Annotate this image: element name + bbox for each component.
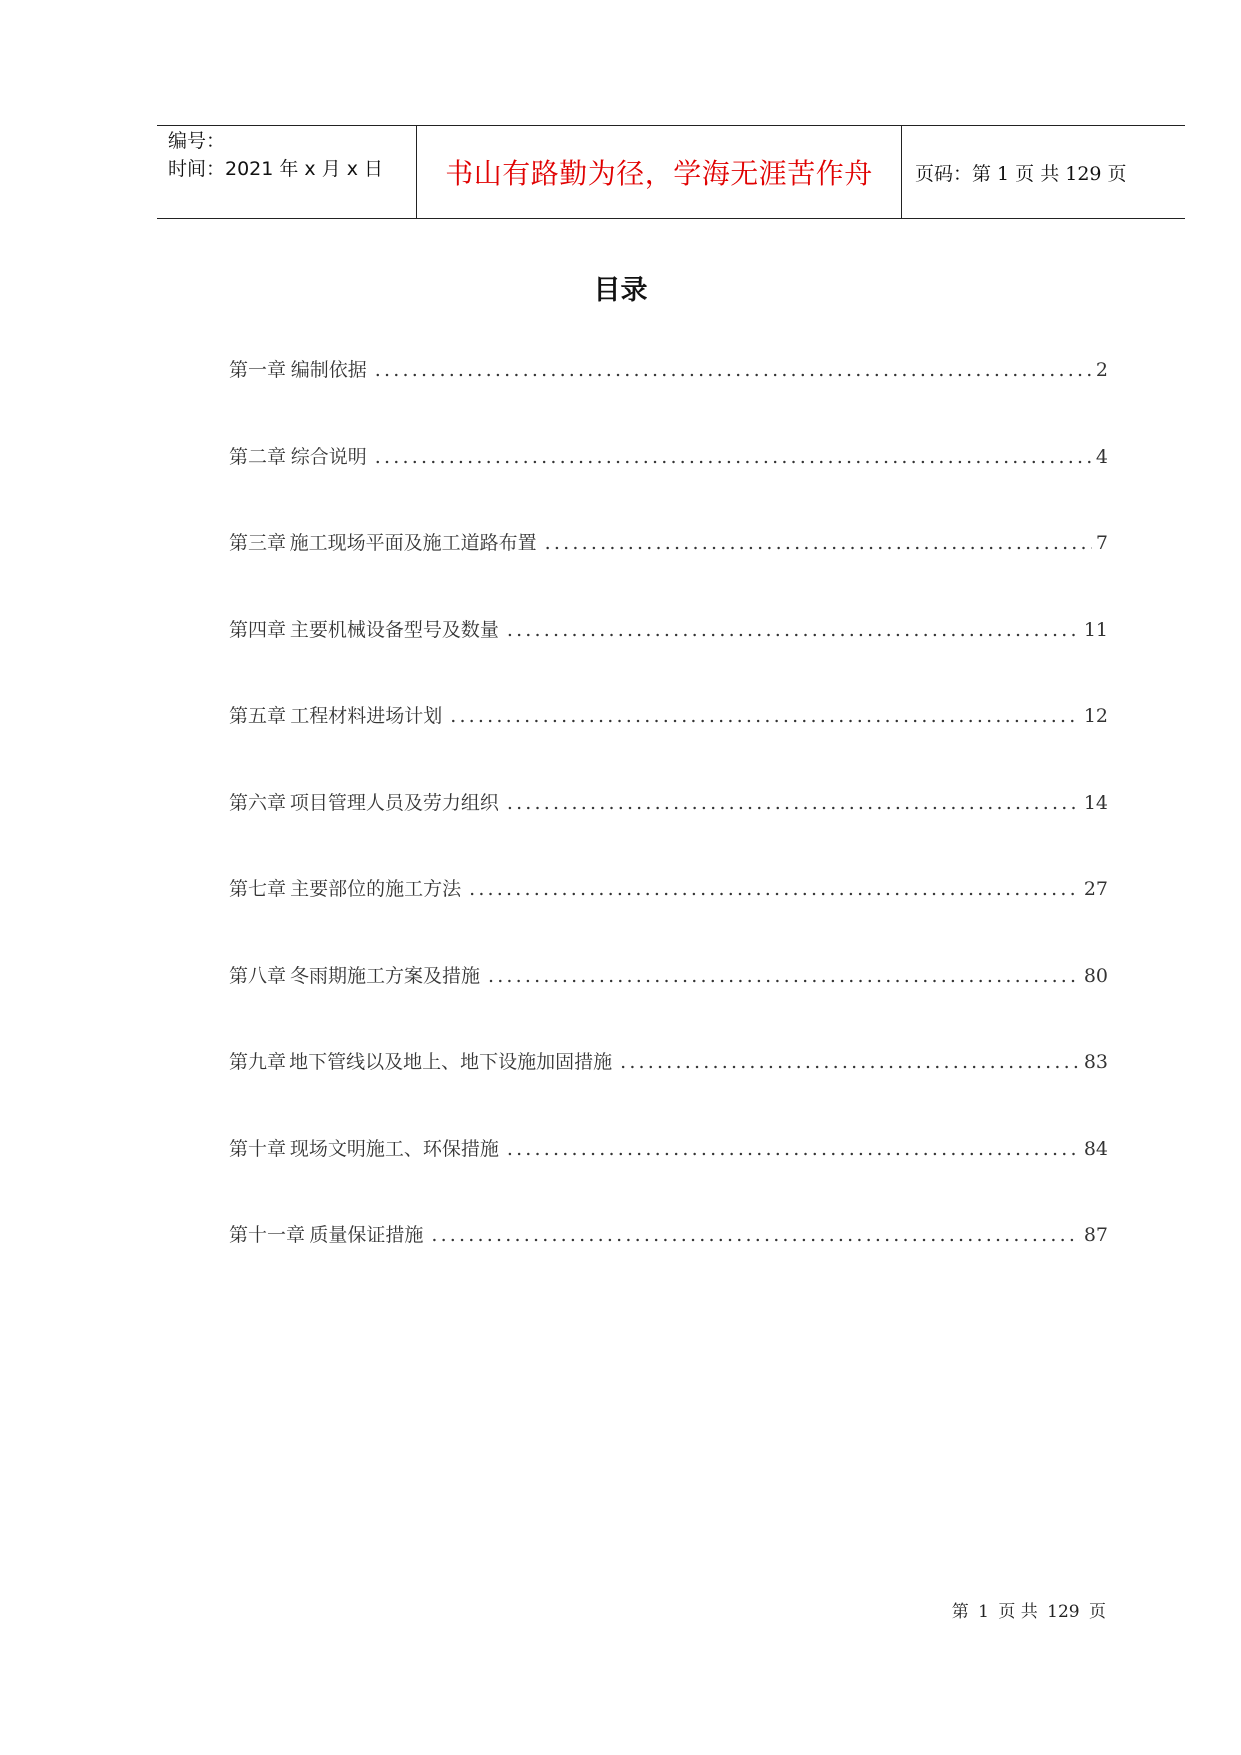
toc-leader-dots [375,359,1092,381]
toc-title: 质量保证措施 [309,1224,424,1246]
toc-title: 综合说明 [290,445,367,468]
toc-page-number: 2 [1095,359,1108,381]
toc-title: 现场文明施工、环保措施 [289,1137,499,1160]
toc-leader-dots [469,878,1080,900]
toc-entry[interactable] [229,528,1108,615]
toc-page-number: 12 [1083,705,1108,727]
footer-prefix: 第 [951,1602,969,1622]
toc-leader-dots [431,1224,1079,1246]
toc-leader-dots [450,705,1080,727]
toc-page-number: 84 [1083,1137,1108,1160]
toc-chapter: 第十一章 [229,1224,306,1246]
toc-title: 主要部位的施工方法 [290,878,462,900]
toc-entry[interactable] [229,788,1108,875]
toc-chapter: 第二章 [229,445,287,468]
toc-page-number: 27 [1083,878,1108,900]
footer-page-number: 1 [978,1602,989,1622]
toc-leader-dots [375,446,1092,468]
footer-suffix: 页 [1089,1602,1106,1622]
toc-leader-dots [545,532,1092,554]
toc-entry[interactable] [229,874,1108,961]
header-divider-right [901,125,902,219]
toc-title: 主要机械设备型号及数量 [289,618,499,641]
toc-chapter: 第五章 [229,705,287,727]
toc-title: 冬雨期施工方案及措施 [289,964,480,987]
toc-entry[interactable] [229,442,1108,529]
header-page-info: 页码：第 1 页 共 129 页 [915,162,1127,185]
toc-chapter: 第九章 [229,1051,287,1073]
toc-entry[interactable] [229,1134,1108,1221]
toc-page-number: 11 [1083,618,1108,641]
toc-page-number: 4 [1095,445,1108,468]
toc-entry[interactable] [229,1220,1108,1307]
toc-page-number: 83 [1083,1051,1108,1073]
toc-page-number: 7 [1095,532,1108,554]
toc-entry[interactable] [229,355,1108,442]
toc-page-number: 80 [1083,964,1108,987]
toc-leader-dots [488,965,1080,987]
toc-chapter: 第十章 [229,1137,287,1160]
toc-entry[interactable] [229,1047,1108,1134]
toc-title: 施工现场平面及施工道路布置 [289,532,537,554]
footer-total-pages: 129 [1047,1602,1080,1622]
toc-leader-dots [507,619,1080,641]
toc-chapter: 第八章 [229,964,287,987]
toc-chapter: 第七章 [229,878,287,900]
toc-title: 项目管理人员及劳力组织 [289,791,499,814]
toc-chapter: 第三章 [229,532,287,554]
page-footer [950,1597,1108,1622]
header-motto: 书山有路勤为径，学海无涯苦作舟 [445,157,873,190]
table-of-contents [229,355,1108,1307]
toc-title: 地下管线以及地上、地下设施加固措施 [289,1051,613,1073]
toc-leader-dots [507,1138,1080,1160]
header-left-cell [168,127,383,183]
page-title: 目录 [593,275,648,306]
toc-title: 编制依据 [290,359,367,381]
toc-page-number: 14 [1083,791,1108,814]
toc-leader-dots [507,792,1080,814]
serial-label: 编号： [168,130,226,152]
toc-leader-dots [620,1051,1080,1073]
toc-entry[interactable] [229,701,1108,788]
time-label: 时间：2021 年 x 月 x 日 [168,158,384,180]
toc-chapter: 第六章 [229,791,287,814]
toc-chapter: 第四章 [229,618,287,641]
toc-entry[interactable] [229,961,1108,1048]
toc-entry[interactable] [229,615,1108,702]
toc-page-number: 87 [1083,1224,1108,1246]
toc-chapter: 第一章 [229,359,287,381]
footer-middle: 页 共 [998,1602,1038,1622]
toc-title: 工程材料进场计划 [290,705,443,727]
